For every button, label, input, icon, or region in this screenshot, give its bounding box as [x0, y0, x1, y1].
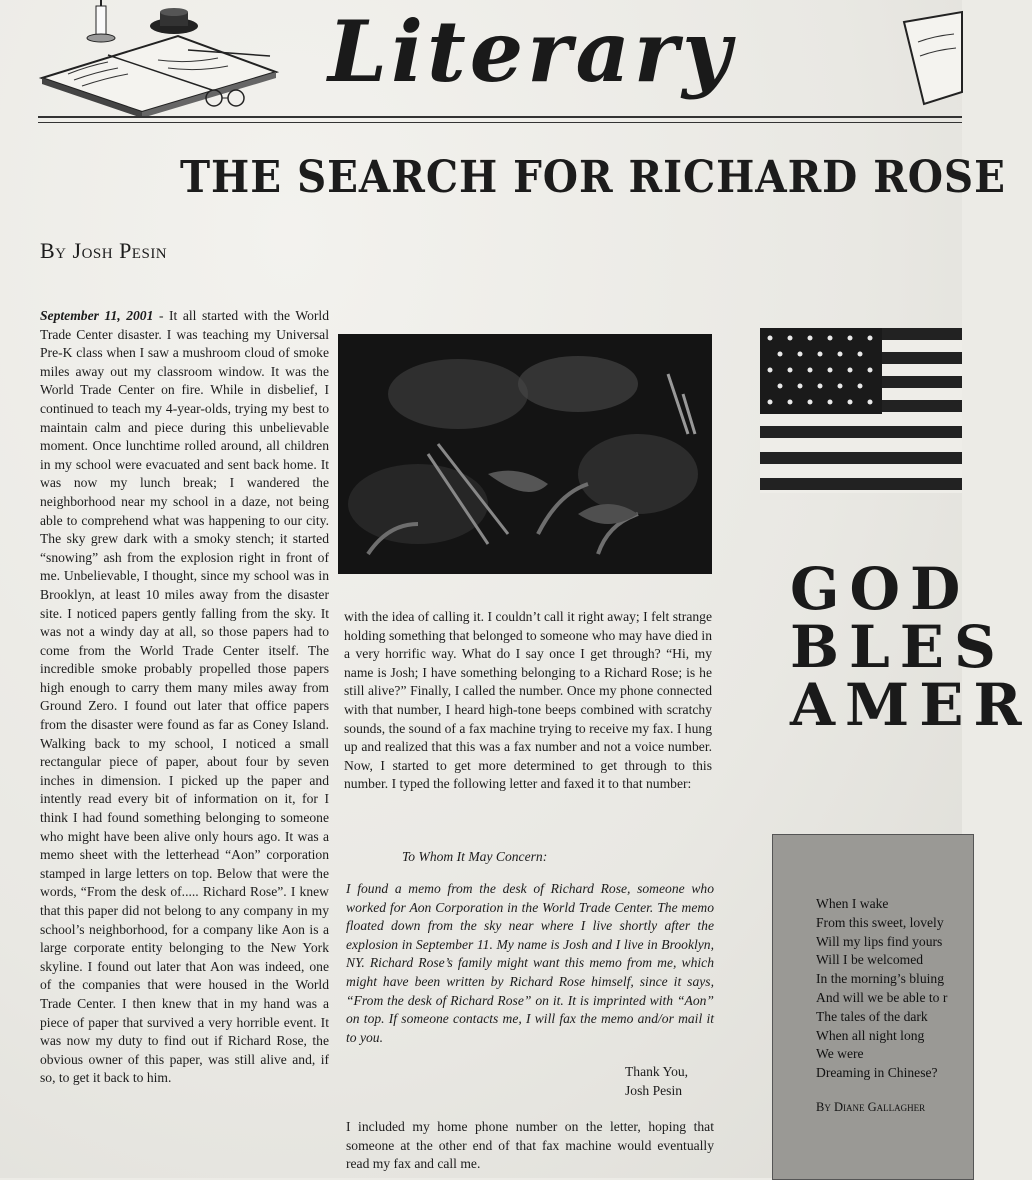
- poem-line: We were: [816, 1046, 864, 1062]
- article-dateline: September 11, 2001: [40, 308, 154, 323]
- article-column-1-text: - It all started with the World Trade Center disaster. I was teaching my Universal Pre-K class when I saw a mushroom cloud of smoke miles away out my classroom window. It was the World Trade Center on fire. While in disbelief, I continued to teach my 4-year-olds, trying my best to maintain calm and piece during this unbelievable moment. Once lunchtime rolled around, all children in my school were evacuated and sent back home. It was now my lunch break; I wandered the neighborhood near my school in a daze, not being able to comprehend what was happening to our city. The sky grew dark with a smoky stench; it started “snowing” ash from the explosion right in front of me. Unbelievable, I thought, since my school was in Brooklyn, at least 10 miles away from the disaster site. I noticed papers gently falling from the sky. It was not a windy day at all, so those papers had to come from the World Trade Center itself. The incredible smoke probably propelled those papers high enough to carry them many miles away from Ground Zero. I found out later that office papers from the disaster were found as far as Coney Island. Walking back to my school, I noticed a small rectangular piece of paper, about four by seven inches in dimension. I picked up the paper and intently read every bit of information on it, for I think I had found something belonging to someone who might have been alive only hours ago. It was a memo sheet with the letterhead “Aon” corporation stamped in large letters on top. Below that were the words, “From the desk of..... Richard Rose”. I knew that this paper did not belong to any company in my school’s neighborhood, for a company like Aon is a large corporate entity belonging to the New York skyline. I found out later that Aon was indeed, one of the companies that were housed in the World Trade Center. I then knew that in my hand was a piece of paper that survived a very horrible event. It was now my duty to find out if Richard Rose, the obvious owner of this paper, was still alive and, if so, to get it back to him.: [40, 308, 329, 1086]
- book-candle-inkwell-illustration: [38, 0, 313, 118]
- letter-salutation: To Whom It May Concern:: [402, 849, 548, 864]
- poem-line: When all night long: [816, 1027, 925, 1043]
- masthead-rule-thin: [38, 122, 962, 123]
- article-column-1: [40, 307, 329, 1088]
- poem-line: In the morning’s bluing: [816, 971, 944, 987]
- american-flag-icon: [760, 328, 962, 493]
- article-column-2-end: I included my home phone number on the letter, hoping that someone at the other end of that fax machine would eventually read my fax and call me.: [346, 1119, 714, 1172]
- article-headline: THE SEARCH FOR RICHARD ROSE: [180, 152, 1006, 203]
- signoff-thanks: Thank You,: [625, 1064, 689, 1079]
- masthead-rule: [38, 116, 962, 118]
- jungle-photo: [338, 334, 712, 574]
- section-title: Literary: [328, 2, 735, 101]
- poem-line: And will we be able to r: [816, 989, 948, 1005]
- banner-line-3: AMER: [790, 671, 1032, 739]
- poem-line: When I wake: [816, 896, 889, 911]
- poem-byline: By Diane Gallagher: [816, 1100, 926, 1114]
- poem-line: Will my lips find yours: [816, 933, 943, 949]
- letter-signoff: [625, 1062, 688, 1100]
- banner-line-1: GOD: [790, 555, 971, 623]
- banner-line-2: BLES: [790, 613, 1006, 681]
- article-byline: By Josh Pesin: [40, 238, 168, 263]
- paper-quill-illustration: [898, 12, 962, 104]
- poem-line: From this sweet, lovely: [816, 914, 944, 930]
- poem: [816, 895, 962, 1083]
- poem-line: The tales of the dark: [816, 1008, 928, 1024]
- poem-line: Dreaming in Chinese?: [816, 1065, 938, 1081]
- article-column-2: with the idea of calling it. I couldn’t call it right away; I felt strange holding something that belonged to someone who may have died in a very horrific way. What do I say once I get through? “Hi, my name is Josh; I have something belonging to a Richard Rose; is he still alive?” Finally, I called the number. Once my phone connected with that number, I heard high-tone beeps combined with scratchy sounds, the sound of a fax machine trying to receive my fax. I hung up and realized that this was a fax number and not a voice number. Now, I started to get more determined to get through to this number. I typed the following letter and faxed it to that number:: [344, 609, 712, 792]
- letter-body: I found a memo from the desk of Richard Rose, someone who worked for Aon Corporation in the World Trade Center. The memo floated down from the sky near where I live shortly after the explosion in September 11. My name is Josh and I live in Brooklyn, NY. Richard Rose’s family might want this memo from me, which might have been written by Richard Rose himself, since it says, “From the desk of Richard Rose” on it. It is imprinted with “Aon” on top. If someone contacts me, I will fax the memo and/or mail it to you.: [346, 881, 714, 1045]
- signoff-name: Josh Pesin: [625, 1083, 683, 1098]
- poem-line: Will I be welcomed: [816, 952, 924, 968]
- god-bless-america-banner: [790, 555, 1032, 739]
